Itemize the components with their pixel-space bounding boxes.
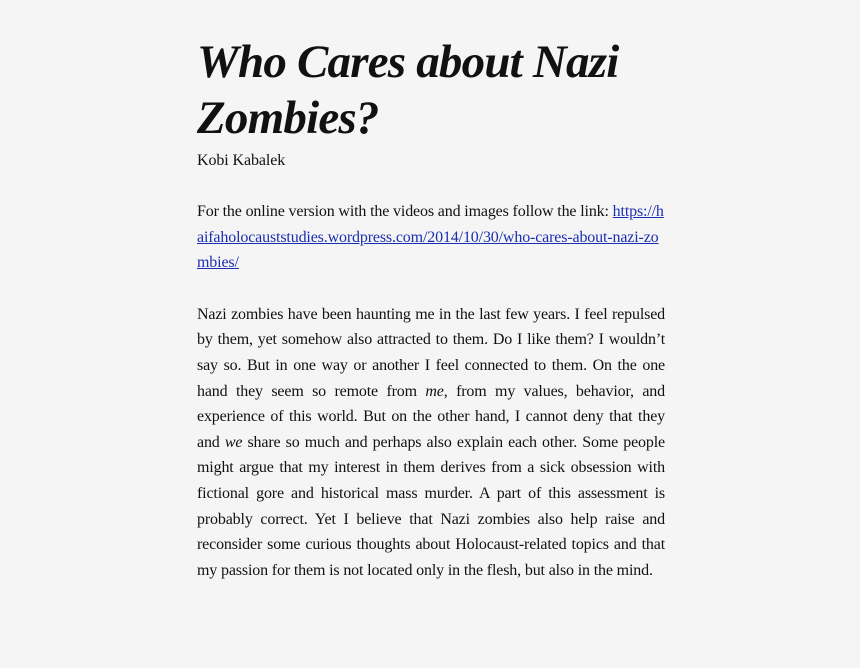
online-version-link[interactable]: https://haifaholocauststudies.wordpress.com/2014/10/30/who-cares-about-nazi-zombies/ [197, 203, 664, 272]
online-version-note [197, 199, 665, 276]
body-text-part-2: , from my values, behavior, and experience of this world. But on the other hand, I cannot deny that they and [197, 382, 665, 451]
online-version-text: For the online version with the videos and images follow the link: [197, 203, 609, 220]
article-title: Who Cares about Nazi Zombies? [197, 36, 619, 144]
body-text-part-1: Nazi zombies have been haunting me in the last few years. I feel repulsed by them, yet somehow also attracted to them. Do I like them? I wouldn’t say so. But in one way or another I feel connected to them. On the one hand they seem so remote from [197, 305, 665, 400]
article-author: Kobi Kabalek [197, 152, 286, 169]
body-text-part-3: share so much and perhaps also explain each other. Some people might argue that my interest in them derives from a sick obsession with fictional gore and historical mass murder. A part of this assessment is probably correct. Yet I believe that Nazi zombies also help raise and reconsider some curious thoughts about Holocaust-related topics and that my passion for them is not located only in the flesh, but also in the mind. [197, 433, 665, 579]
body-paragraph [197, 302, 665, 584]
body-emphasis-we: we [224, 433, 243, 451]
document-page [197, 34, 665, 583]
body-emphasis-me: me [425, 382, 444, 400]
